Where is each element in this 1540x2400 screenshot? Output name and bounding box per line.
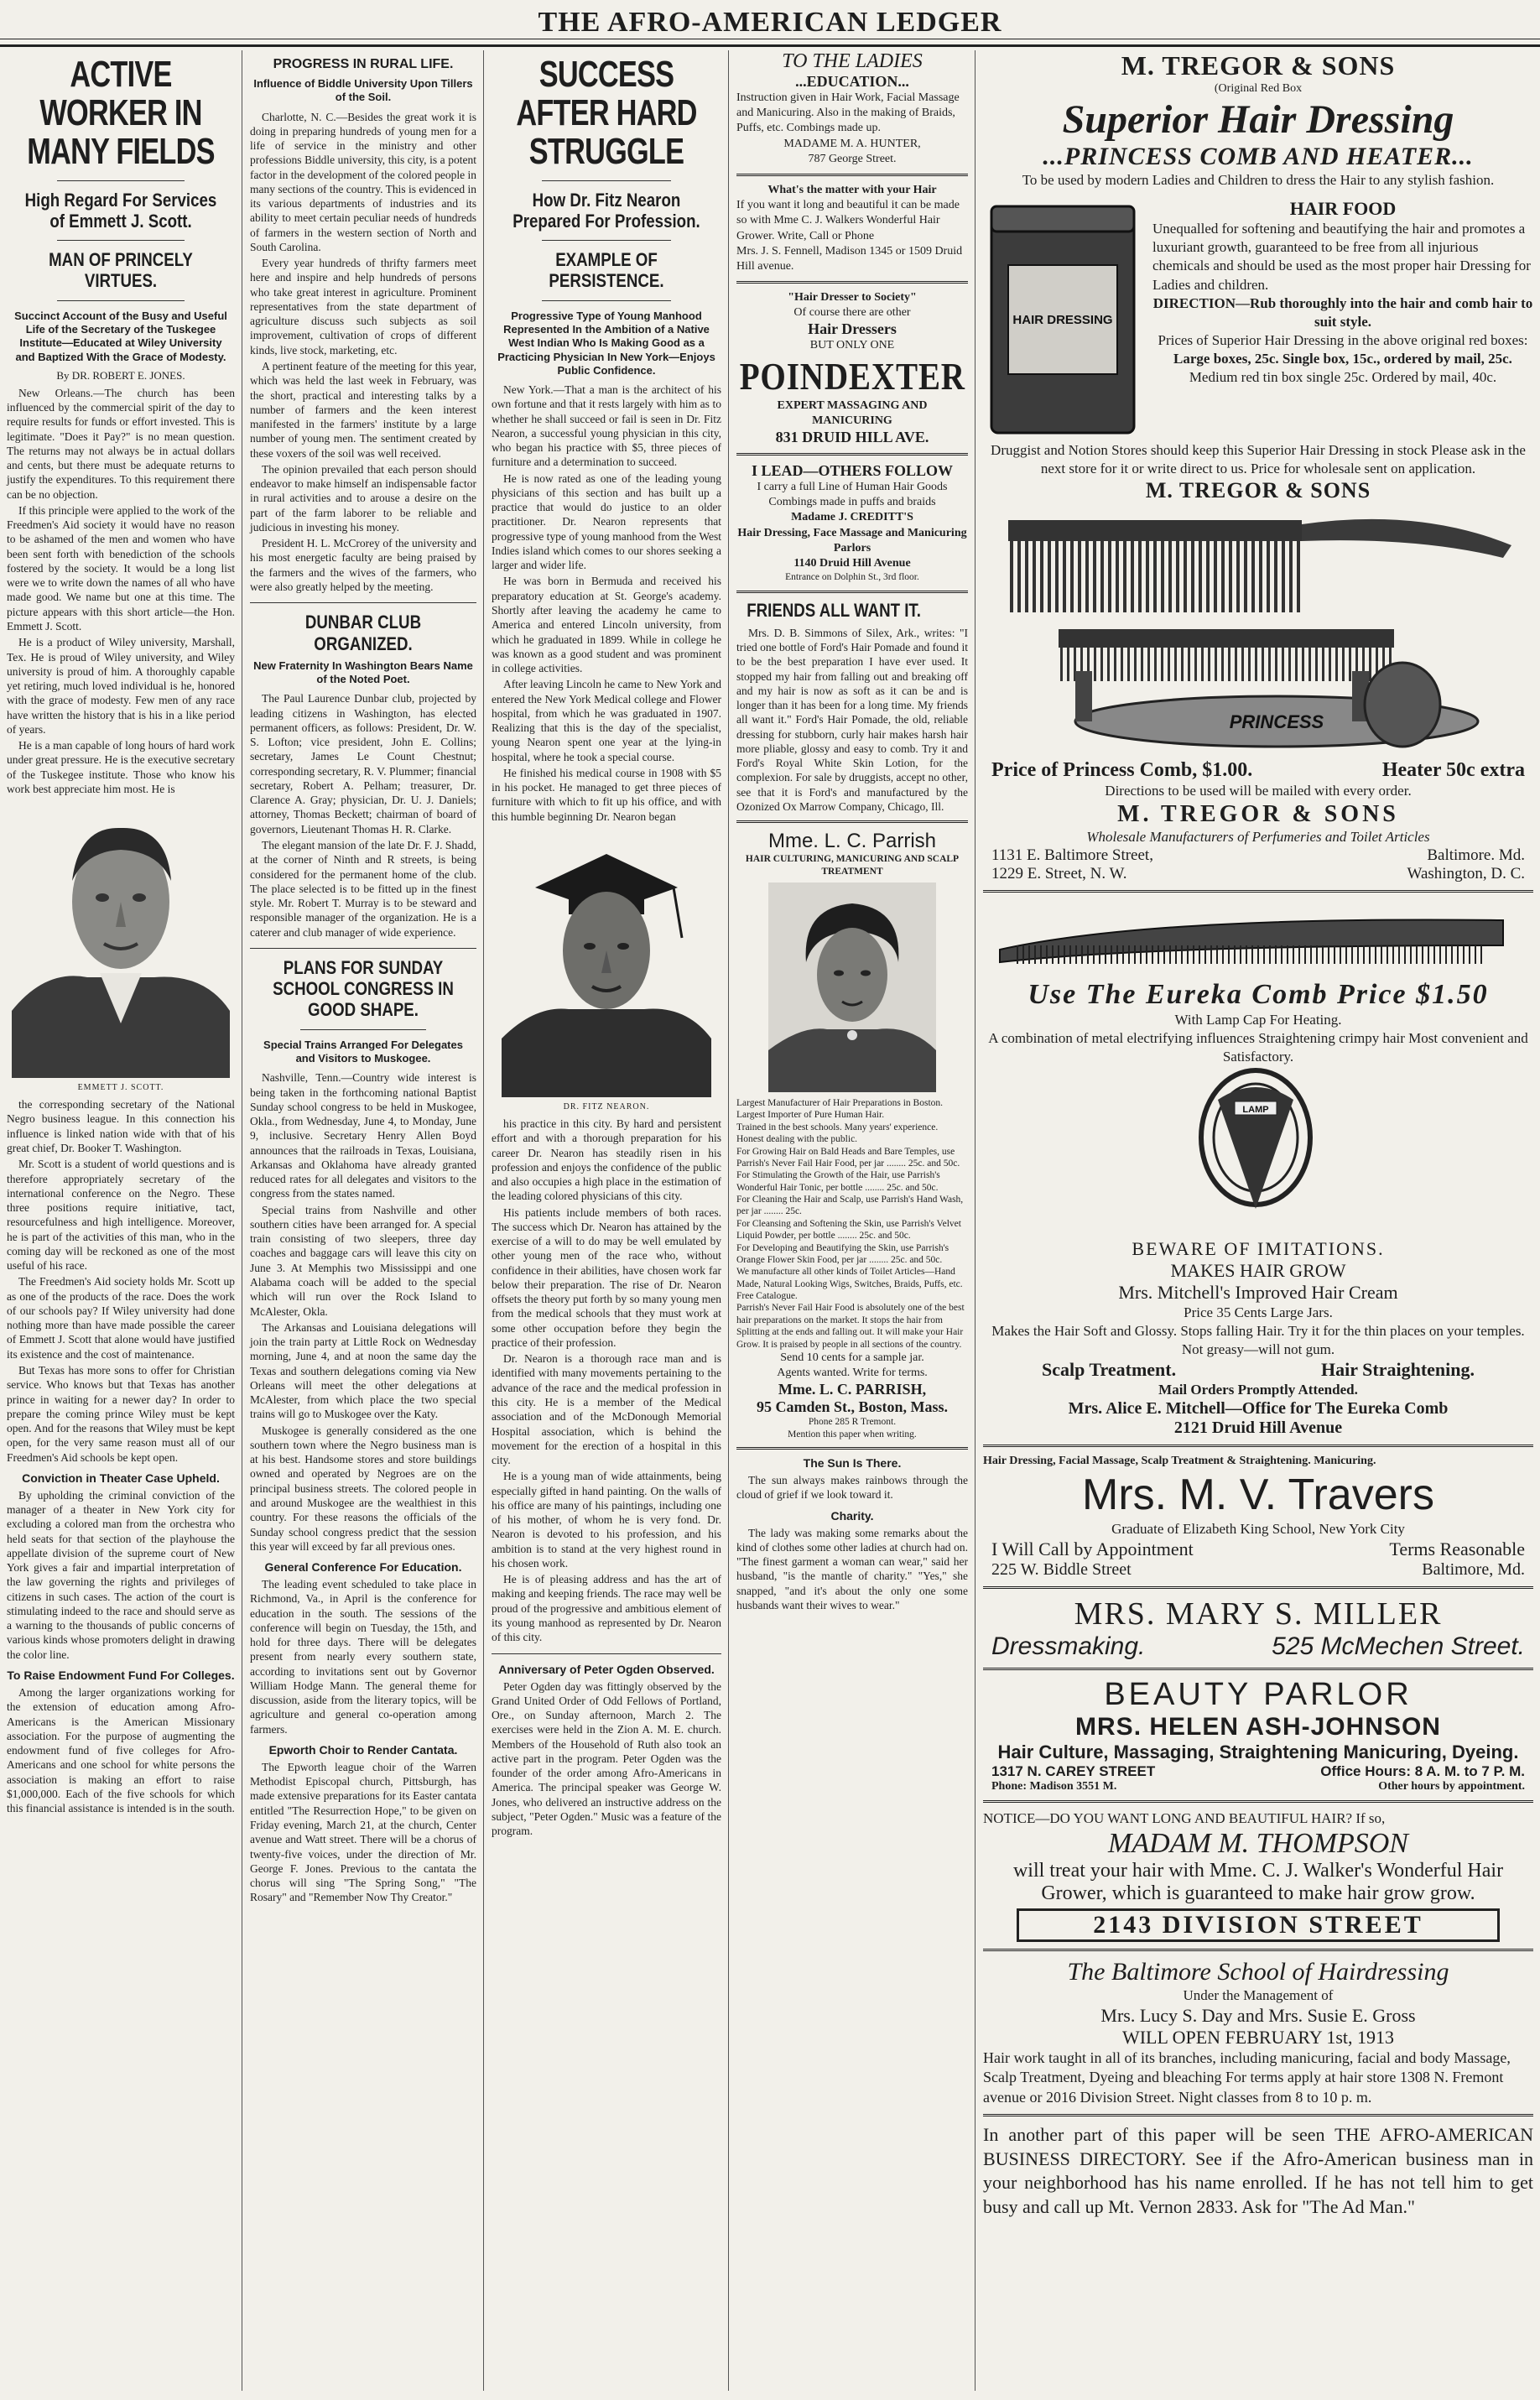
beware-imitations: BEWARE OF IMITATIONS. — [1132, 1237, 1385, 1259]
ad-parrish-sample: Send 10 cents for a sample jar. — [780, 1351, 924, 1364]
divider — [492, 1653, 721, 1654]
beauty-parlor: BEAUTY PARLOR — [1104, 1676, 1413, 1712]
ad-tregor-name: M. TREGOR & SONS — [1121, 50, 1396, 81]
ash-johnson-other-hours: Other hours by appointment. — [1378, 1779, 1525, 1793]
miller-name: MRS. MARY S. MILLER — [1074, 1596, 1443, 1632]
divider — [983, 1949, 1533, 1951]
ad-parrish-line: For Stimulating the Growth of the Hair, use Parrish's Wonderful Hair Tonic, per bottle ........ 25c. and 50c. — [736, 1170, 940, 1193]
paragraph: Mr. Scott is a student of world questions and is therefore appropriately secretary of the international conference on the Negro. These three positions require initiative, tact, resourcefulness and high intelligence. Moreover, he is part of the activities of this man, who in the coming day will be reckoned as one of the most useful of his race. — [7, 1158, 235, 1273]
ad-parrish-name: Mme. L. C. Parrish — [767, 830, 937, 853]
masthead — [0, 0, 1540, 47]
paragraph: New Orleans.—The church has been influenced by the commercial spirit of the day to require results for funds or effort invested. This is legitimate. "Does it Pay?" is no mean question. The returns may not always be in actual dollars and cents, but there must be adequate returns to justify the expenditures. To this requirement there can be no objection. — [7, 386, 235, 501]
ad-tregor-subtitle: ...PRINCESS COMB AND HEATER... — [1043, 143, 1474, 171]
tregor-address: 1229 E. Street, N. W. — [991, 864, 1127, 882]
paragraph: The Paul Laurence Dunbar club, projected by leading citizens in Washington, has elected permanent officers, as follows: President, Dr. W. S. Lofton; vice president, John E. Collins; secretary, James Le Count Chestnut; corresponding secretary, R. V. Plummer; financial secretary, Robert A. Pelham; treasurer, Dr. Clarence A. Gray; physician, Dr. U. J. Daniels; attorney, Thomas Beckett; chairman of board of governors, Lieutenant Thomas H. R. Clarke. — [250, 692, 476, 836]
business-directory-notice: In another part of this paper will be seen THE AFRO-AMERICAN BUSINESS DIRECTORY. See if the Afro-American business man in your neighborhood has his name enrolled. If he has not tell him to get busy and call up Mt. Vernon 2833. Ask for "The Ad Man." — [983, 2123, 1533, 2217]
ad-parrish-sub: HAIR CULTURING, MANICURING AND SCALP TREATMENT — [745, 854, 960, 877]
column-scott-article — [0, 50, 242, 2391]
divider — [983, 1445, 1533, 1447]
ad-parrish-line: Largest Manufacturer of Hair Preparations in Boston. — [736, 1098, 944, 1108]
ad-creditt-address: 1140 Druid Hill Avenue — [793, 556, 911, 570]
section-head: Conviction in Theater Case Upheld. — [22, 1471, 220, 1485]
deck: Succinct Account of the Busy and Useful Life of the Secretary of the Tuskegee Institute—Educated at Wiley University and Baptized With the Grace of Modesty. — [14, 309, 227, 363]
ad-poindexter-line: Hair Dressers — [808, 320, 897, 338]
ad-hair-food-price-line: Medium red tin box single 25c. Ordered by mail, 40c. — [1189, 369, 1497, 386]
paragraph: Dr. Nearon is a thorough race man and is identified with many movements pertaining to the advance of the race and the medical profession in this city. He is a member of the Medical association and of the McDonough Memorial Hospital association, which is behind the movement for the erection of a hospital in this city. — [492, 1352, 721, 1467]
travers-call: I Will Call by Appointment — [991, 1538, 1194, 1559]
ash-johnson-address: 1317 N. CAREY STREET — [991, 1762, 1156, 1779]
mitchell-address: 2121 Druid Hill Avenue — [1173, 1419, 1343, 1438]
paragraph: the corresponding secretary of the National Negro business league. In this connection his influence is linked nation wide with that of his great chief, Dr. Booker T. Washington. — [7, 1098, 235, 1154]
mitchell-mail: Mail Orders Promptly Attended. — [1158, 1382, 1358, 1398]
divider — [542, 240, 671, 241]
ad-creditt-name: Madame J. CREDITT'S — [791, 511, 913, 524]
divider — [250, 948, 476, 949]
mitchell-straight: Hair Straightening. — [1321, 1359, 1475, 1381]
paragraph: He was born in Bermuda and received his preparatory education at St. George's academy. Shortly after leaving the academy he came to America and entered Lincoln university, from which he graduated in 1899. While in college he was known as a good student and was prominent in college activities. — [492, 575, 721, 675]
paragraph: President H. L. McCrorey of the university and his most energetic faculty are being praised by the farmers and the wives of the farmers, who were also greatly helped by the meeting. — [250, 537, 476, 593]
paragraph: He is a young man of wide attainments, being especially gifted in hand painting. On the walls of his office are many of his paintings, including one of his mother, of whom he is very fond. Dr. Nearon is devoted to his profession, and his ambition is to stand at the very highest round in his chosen work. — [492, 1470, 721, 1570]
ad-friends-body: Mrs. D. B. Simmons of Silex, Ark., writes: "I tried one bottle of Ford's Hair Pomade and found it to be the best preparation I have ever used. It stopped my hair from falling out and breaking off and my hair is now as soft as it can be and is longer than it has been for a long time. My friends all want it." Ford's Hair Pomade, the old, reliable dressing for stubborn, curly hair makes harsh hair more pliable, glossy and easy to comb. Try it and Ford's Royal White Skin Lotion, for the complexion. For sale by druggists, accept no other, see that it is Ford's and manufactured by the Ozonized Ox Marrow Company, Chicago, Ill. — [736, 626, 968, 813]
deck: New Fraternity In Washington Bears Name of the Noted Poet. — [253, 659, 473, 686]
byline: By DR. ROBERT E. JONES. — [56, 368, 185, 382]
ad-tregor-line: To be used by modern Ladies and Children to dress the Hair to any stylish fashion. — [1022, 172, 1495, 189]
paragraph: He is a man capable of long hours of hard work under great pressure. He is the executive secretary of the Tuskegee institute. Those who know his work best appreciate him most. He is — [7, 739, 235, 795]
paragraph: By upholding the criminal conviction of the manager of a theater in New York city for excluding a colored man from the orchestra who held seats for that section of the playhouse the appellate division of the supreme court of New York gives a fair and impartial interpretation of the law governing the rights and privileges of citizens in such cases. The action of the court is stimulating indeed to the race and should serve as a warning to the thousands of public concerns of various kinds whose promoters delight in drawing the color line. — [7, 1488, 235, 1661]
paragraph: The sun always makes rainbows through the cloud of grief if we look toward it. — [736, 1474, 968, 1502]
paragraph: But Texas has more sons to offer for Christian service. Who knows but that Texas has another prince in waiting for a newer day? In order to prepare the coming prince Wiley must be kept open. And for the reasons that Wiley must be kept open, for the very same reason must all of our Freedmen's Aid schools be kept open. — [7, 1363, 235, 1464]
ad-hair-food-prices: Prices of Superior Hair Dressing in the above original red boxes: — [1158, 331, 1528, 348]
eureka-sub: With Lamp Cap For Heating. — [1174, 1011, 1342, 1028]
paragraph: Charlotte, N. C.—Besides the great work it is doing in preparing hundreds of young men for a life of service in the ministry and other professions Biddle university, this city, is a potent factor in the development of the colored people in many sections of the country. This is evidenced in its various departments of industries and its ability to meet certain peculiar needs of hundreds of farmers in the western section of North and South Carolina. — [250, 110, 476, 253]
tregor-address: 1131 E. Baltimore Street, — [991, 846, 1153, 864]
lamp-cap-image — [983, 1066, 1528, 1234]
photo-caption: DR. FITZ NEARON. — [563, 1101, 650, 1111]
ash-johnson-services: Hair Culture, Massaging, Straightening Manicuring, Dyeing. — [997, 1741, 1519, 1762]
paragraph: The Freedmen's Aid society holds Mr. Scott up as one of the products of the race. Does the work of our schools pay? If Wiley university had done nothing more than have made possible the career of Emmett J. Scott that alone would have justified its existence and the cost of maintenance. — [7, 1275, 235, 1361]
ad-poindexter-line: Of course there are other — [793, 306, 911, 320]
masthead-title: THE AFRO-AMERICAN LEDGER — [538, 7, 1002, 38]
paragraph: The lady was making some remarks about the kind of clothes some other ladies at church had on. "The finest garment a woman can wear," said her husband, "is the mantle of charity." "Yes," she snapped, "and it's about the only one some husbands want their wives to wear." — [736, 1526, 968, 1611]
heater-price: Heater 50c extra — [1381, 759, 1525, 782]
column-rule — [975, 50, 976, 2391]
section-head: General Conference For Education. — [264, 1560, 462, 1575]
thompson-address: 2143 DIVISION STREET — [1017, 1908, 1500, 1942]
subheadline: How Dr. Fitz Nearon Prepared For Profession. — [512, 189, 700, 232]
school-title: The Baltimore School of Hairdressing — [1067, 1957, 1449, 1986]
mitchell-body: Makes the Hair Soft and Glossy. Stops falling Hair. Try it for the thin places on your temples. Not greasy—will not gum. — [991, 1323, 1525, 1358]
divider — [736, 453, 968, 456]
ad-ladies-sub: ...EDUCATION... — [795, 73, 909, 90]
divider — [57, 300, 185, 301]
divider — [300, 1029, 426, 1030]
deck: Special Trains Arranged For Delegates and Visitors to Muskogee. — [263, 1038, 463, 1065]
deck: Progressive Type of Young Manhood Represented In the Ambition of a Native West Indian Who Is Making Good as a Practicing Physician In New York—Enjoys Public Confidence. — [497, 309, 715, 377]
travers-graduate: Graduate of Elizabeth King School, New York City — [1111, 1520, 1405, 1537]
photo-caption: EMMETT J. SCOTT. — [77, 1083, 164, 1093]
paragraph: The opinion prevailed that each person should endeavor to make himself an indispensable factor in rural activities and to arouse a desire on the part of the farm laborer to be reliable and judicious in investing his money. — [250, 462, 476, 534]
section-head: Anniversary of Peter Ogden Observed. — [498, 1662, 715, 1676]
hair-dressing-tin-image — [983, 198, 1142, 441]
paragraph: The leading event scheduled to take place in Richmond, Va., in April is the conference for education in the south. The sessions of the conference will begin on Tuesday, the 15th, and hold for three days. There will be delegates present from nearly every southern state, according to invitations sent out by Governor William Hodge Mann. The general theme for discussion, aside from the literary topics, will be agriculture and general co-operation among farmers. — [250, 1578, 476, 1736]
miller-dressmaking: Dressmaking. — [991, 1632, 1146, 1660]
paragraph: Nashville, Tenn.—Country wide interest is being taken in the forthcoming national Baptist Sunday school congress to be held in Muskogee, Okla., from Wednesday, June 4, to Monday, June 9, inclusive. Secretary Henry Allen Boyd announces that the railroads in Texas, Louisiana, Arkansas and Oklahoma have already granted reduced rates for all delegates and visitors to the congress from the states named. — [250, 1071, 476, 1200]
ad-hair-food-body: Unequalled for softening and beautifying the hair and promotes a luxuriant growth, guaranteed to be free from all injurious chemicals and should be used as the most proper hair Dressing for Ladies and children. — [1152, 221, 1531, 293]
ad-parrish-line: Largest Importer of Pure Human Hair. — [736, 1110, 885, 1121]
section-head: The Sun Is There. — [803, 1456, 902, 1470]
divider — [57, 180, 185, 181]
divider — [983, 1668, 1533, 1670]
column-rule — [483, 50, 484, 2391]
ad-parrish-agents: Agents wanted. Write for terms. — [777, 1367, 928, 1380]
travers-address: 225 W. Biddle Street — [991, 1559, 1132, 1579]
ad-poindexter-service: EXPERT MASSAGING AND MANICURING — [777, 398, 928, 427]
headline: DUNBAR CLUB ORGANIZED. — [304, 612, 422, 654]
ad-tregor-wholesale: Wholesale Manufacturers of Perfumeries and Toilet Articles — [1086, 828, 1430, 845]
princess-comb-price: Price of Princess Comb, $1.00. — [991, 759, 1253, 782]
paragraph: A pertinent feature of the meeting for this year, which was held the last week in February, was the short, practical and interesting talks by a number of farmers and the keen interest manifested in the farmers' institute by a large number of young men. The sentiment created by these voxers of the soil was well received. — [250, 360, 476, 460]
ad-friends-title: FRIENDS ALL WANT IT. — [747, 599, 921, 621]
paragraph: He is now rated as one of the leading young physicians of this section and has built up a practice that would do justice to an older practitioner. Dr. Nearon represents that progressive type of young manhood from the West Indies island which comes to our shores seeking a larger and wider life. — [492, 471, 721, 572]
ad-poindexter-address: 831 DRUID HILL AVE. — [775, 429, 929, 445]
subheadline: EXAMPLE OF PERSISTENCE. — [549, 249, 664, 292]
ad-parrish-line: For Developing and Beautifying the Skin, use Parrish's Orange Flower Skin Food, per jar ........ 25c. and 50c. — [736, 1242, 949, 1265]
ad-ladies-name: MADAME M. A. HUNTER, — [783, 137, 921, 150]
column-news — [243, 50, 483, 2391]
divider — [542, 300, 671, 301]
travers-name: Mrs. M. V. Travers — [1082, 1470, 1434, 1519]
paragraph: His patients include members of both races. The success which Dr. Nearon has attained by the exercise of a will to do may be well emulated by other young men of the race who, without confidence in their abilities, have chosen work far below their preparation. The rise of Dr. Nearon offsets the theory put forth by so many young men from the medical schools that they must work at some other occupation before they begin the practice of their profession. — [492, 1205, 721, 1349]
ad-ladies-address: 787 George Street. — [808, 152, 897, 165]
makes-hair-grow: MAKES HAIR GROW — [1170, 1259, 1346, 1281]
thompson-name: MADAM M. THOMPSON — [1108, 1827, 1408, 1859]
travers-terms: Terms Reasonable — [1389, 1538, 1525, 1559]
tregor-city: Washington, D. C. — [1407, 864, 1525, 882]
ad-poindexter-line: BUT ONLY ONE — [809, 339, 895, 352]
portrait-emmett-scott — [12, 801, 230, 1078]
headline: ACTIVE WORKER IN MANY FIELDS — [27, 54, 215, 173]
ad-creditt-body: I carry a full Line of Human Hair Goods Combings made in puffs and braids — [757, 481, 948, 509]
mitchell-price: Price 35 Cents Large Jars. — [1184, 1304, 1333, 1320]
deck: Influence of Biddle University Upon Tillers of the Soil. — [253, 77, 473, 104]
ad-tregor-sub: (Original Red Box — [1214, 82, 1303, 95]
ad-tregor-note: Druggist and Notion Stores should keep this Superior Hair Dressing in stock Please ask in the next store for it or write direct to us. Price for wholesale sent on application. — [991, 442, 1526, 477]
headline: PLANS FOR SUNDAY SCHOOL CONGRESS IN GOOD SHAPE. — [273, 956, 454, 1021]
ad-parrish-line: For Cleaning the Hair and Scalp, use Parrish's Hand Wash, per jar ........ 25c. — [736, 1195, 964, 1217]
ad-creditt-entrance: Entrance on Dolphin St., 3rd floor. — [785, 572, 919, 583]
paragraph: Muskogee is generally considered as the one southern town where the Negro business man is at his best. Handsome stores and store buildings owned and operated by Negroes are on the principal business streets. The colored people in and around Muskogee are the wealthiest in this country. For these reasons the officials of the Sunday school congress predict that the session this year will exceed by far all previous ones. — [250, 1424, 476, 1553]
ad-tregor-name: M. TREGOR & SONS — [1145, 478, 1371, 503]
ash-johnson-hours: Office Hours: 8 A. M. to 7 P. M. — [1320, 1762, 1525, 1779]
ad-tregor-title: Superior Hair Dressing — [1062, 97, 1454, 143]
portrait-parrish — [768, 882, 936, 1092]
ad-hair-title: What's the matter with your Hair — [767, 183, 937, 196]
ad-parrish-line: For Growing Hair on Bald Heads and Bare Temples, use Parrish's Never Fail Hair Food, per jar ........ 25c. and 50c. — [736, 1146, 960, 1169]
eureka-body: A combination of metal electrifying influences Straightening crimpy hair Most convenient and Satisfactory. — [988, 1029, 1528, 1065]
eureka-comb-image — [983, 899, 1528, 975]
paragraph: The Epworth league choir of the Warren Methodist Episcopal church, Pittsburgh, has made extensive preparations for its Easter cantata entitled "The Resurrection Hope," to be given on Friday evening, March 21, at the church, Center avenue and Watt street. There will be a chorus of twenty-five voices, under the direction of Mr. George F. Jones. Previous to the cantata the chorus will sing "The Spring Song," "The Rosary" and "Remember Now Thy Creator." — [250, 1760, 476, 1904]
paragraph: He is of pleasing address and has the art of making and keeping friends. The race may well be proud of the progressive and ambitious element of its young manhood as represented by Dr. Nearon of this city. — [492, 1573, 721, 1644]
paragraph: The Arkansas and Louisiana delegations will join the train party at Little Rock on Wednesday morning, June 4, and at noon the same day the Texas and southern delegations coming via New Orleans will meet the other delegations at McAlester, from which place the two special trains will go to Muskogee over the Katy. — [250, 1320, 476, 1421]
paragraph: Peter Ogden day was fittingly observed by the Grand United Order of Odd Fellows of Portland, Ore., on Sunday afternoon, March 2. The exercises were held in the Zion A. M. E. church. Members of the Household of Ruth also took an active part in the program. Peter Ogden was the founder of the order among Afro-Americans in America. The principal speaker was George W. Jones, who delivered an instructive address on the subject, "Peter Ogden." Music was a feature of the program. — [492, 1679, 721, 1838]
subheadline: High Regard For Services of Emmett J. Scott. — [24, 189, 217, 232]
ad-hair-food-direction: DIRECTION—Rub thoroughly into the hair and comb hair to suit style. — [1152, 294, 1533, 330]
ad-ladies-body: Instruction given in Hair Work, Facial Massage and Manicuring. Also in the making of Braids, Puffs, etc. Combings made up. — [736, 91, 960, 135]
column-ads-left — [730, 50, 975, 2391]
ad-hair-contact: Mrs. J. S. Fennell, Madison 1345 or 1509 Druid Hill avenue. — [736, 244, 963, 273]
divider — [983, 1800, 1533, 1803]
paragraph: Every year hundreds of thrifty farmers meet here and inspire and help hundreds of persons who take great interest in agriculture. Prominent representatives from the state department of agriculture discuss such subjects as soil improvement, cultivation of crops of different kinds, live stock, marketing, etc. — [250, 257, 476, 357]
ad-parrish-mention: Mention this paper when writing. — [788, 1429, 917, 1439]
thompson-body: will treat your hair with Mme. C. J. Walker's Wonderful Hair Grower, which is guaranteed to make hair grow grow. — [1012, 1859, 1504, 1904]
directions-mailed: Directions to be used will be mailed with every order. — [1105, 783, 1412, 799]
school-body: Hair work taught in all of its branches, including manicuring, facial and body Massage, Scalp Treatment, Dyeing and bleaching For terms apply at hair store 1308 N. Fremont avenue or 2016 Division Street. Night classes from 8 to 10 p. m. — [983, 2049, 1511, 2106]
column-nearon-article — [485, 50, 728, 2391]
ad-parrish-line: Honest dealing with the public. — [736, 1134, 858, 1145]
paragraph: He is a product of Wiley university, Marshall, Tex. He is proud of Wiley university, and Wiley university is proud of him. A thoroughly capable yet retiring, much loved individual is he, honored with the grace of modesty. Few men of any race have written the history that is his in a like period of years. — [7, 636, 235, 736]
paragraph: Special trains from Nashville and other southern cities have been arranged for. A special train consisting of two sleepers, three day coaches and baggage cars will leave this city on June 3. At Memphis two Mississippi and one Alabama coach will be added to the special which will run over the Rock Island to McAlester, Okla. — [250, 1203, 476, 1318]
divider — [736, 281, 968, 284]
tin-label: HAIR DRESSING — [1012, 313, 1113, 328]
paragraph: his practice in this city. By hard and persistent effort and with a thorough preparation for his career Dr. Nearon has steadily risen in his profession and enjoys the confidence of the public and also occupies a high place in the estimation of the leading colored physicians of this city. — [492, 1117, 721, 1203]
ad-parrish-line: For Cleansing and Softening the Skin, use Parrish's Velvet Liquid Powder, per bottle ........ 25c. and 50c. — [736, 1218, 961, 1242]
ad-ladies-title: TO THE LADIES — [782, 50, 923, 72]
ash-johnson-name: MRS. HELEN ASH-JOHNSON — [1075, 1712, 1441, 1741]
mitchell-scalp: Scalp Treatment. — [1042, 1359, 1177, 1381]
paragraph: The elegant mansion of the late Dr. F. J. Shadd, at the corner of Ninth and R streets, is being considered for the permanent home of the club. The place selected is to be fitted up in the finest style. Mr. Robert T. Murray is to be steward and responsible manager of the organization. He is a caterer and club manager of wide experience. — [250, 839, 476, 939]
headline: SUCCESS AFTER HARD STRUGGLE — [516, 54, 697, 173]
school-management: Under the Management of — [1183, 1986, 1334, 2003]
divider — [736, 1447, 968, 1450]
eureka-comb-price: Use The Eureka Comb Price $1.50 — [1028, 978, 1489, 1010]
section-head: Epworth Choir to Render Cantata. — [268, 1742, 458, 1757]
paragraph: If this principle were applied to the work of the Freedmen's Aid society it would have no reason to be ashamed of the men and women who have been sent forth with benediction of the schools fostered by the society. It would be a long list were we to write down the names of all who have made good. We name but one at this time. The picture appears with this short article—the Hon. Emmett J. Scott. — [7, 503, 235, 633]
divider — [736, 174, 968, 176]
ad-tregor-name: M. TREGOR & SONS — [1117, 800, 1399, 827]
ad-parrish-line: Trained in the best schools. Many years' experience. — [736, 1122, 939, 1132]
travers-top: Hair Dressing, Facial Massage, Scalp Treatment & Straightening. Manicuring. — [983, 1455, 1376, 1468]
school-opening: WILL OPEN FEBRUARY 1st, 1913 — [1121, 2026, 1395, 2048]
ad-poindexter-quote: "Hair Dresser to Society" — [788, 291, 917, 305]
column-ads-right — [976, 50, 1540, 2391]
divider — [983, 1586, 1533, 1589]
paragraph: After leaving Lincoln he came to New York and entered the New York Medical college and Flower hospital, from which he was graduated in 1907. Realizing that this is the day of the specialist, young Nearon spent one year at the lying-in hospital, where he took a special course. — [492, 678, 721, 763]
ad-hair-food-title: HAIR FOOD — [1289, 198, 1397, 220]
mitchell-product: Mrs. Mitchell's Improved Hair Cream — [1118, 1281, 1398, 1303]
headline: PROGRESS IN RURAL LIFE. — [273, 57, 454, 71]
thompson-notice: NOTICE—DO YOU WANT LONG AND BEAUTIFUL HAIR? If so, — [983, 1809, 1386, 1826]
ad-parrish-line: Parrish's Never Fail Hair Food is absolutely one of the best hair preparations on the market. It stops the hair from Splitting at the ends and falling out. It will make your Hair Grow. It is praised by people in all sections of the country. — [736, 1303, 965, 1350]
column-rule — [728, 50, 729, 2391]
divider — [57, 240, 185, 241]
ad-creditt-title: I LEAD—OTHERS FOLLOW — [751, 462, 954, 479]
ad-hair-food-price-line: Large boxes, 25c. Single box, 15c., ordered by mail, 25c. — [1173, 350, 1512, 367]
mitchell-office: Mrs. Alice E. Mitchell—Office for The Eureka Comb — [1068, 1399, 1449, 1419]
princess-comb-image — [983, 503, 1528, 755]
lamp-label: LAMP — [1242, 1104, 1269, 1115]
paragraph: He finished his medical course in 1908 with $5 in his pocket. He managed to get three pieces of furniture with which to fit up his office, and with this humble beginning Dr. Nearon began — [492, 766, 721, 823]
divider — [983, 890, 1533, 893]
divider — [250, 602, 476, 603]
ash-johnson-phone: Phone: Madison 3551 M. — [991, 1779, 1117, 1793]
ad-parrish-line: We manufacture all other kinds of Toilet Articles—Hand Made, Natural Looking Wigs, Switches, Braids, Puffs, etc. Free Catalogue. — [736, 1267, 963, 1301]
divider — [736, 591, 968, 593]
divider — [542, 180, 671, 181]
travers-city: Baltimore, Md. — [1422, 1559, 1525, 1579]
miller-address: 525 McMechen Street. — [1272, 1632, 1525, 1660]
ad-hair-body: If you want it long and beautiful it can be made so with Mme C. J. Walkers Wonderful Hair Grower. Write, Call or Phone — [736, 199, 960, 242]
portrait-fitz-nearon — [502, 829, 711, 1097]
ad-poindexter-name: POINDEXTER — [739, 354, 965, 398]
ad-parrish-address: 95 Camden St., Boston, Mass. — [756, 1398, 949, 1416]
subheadline: MAN OF PRINCELY VIRTUES. — [49, 249, 193, 292]
divider — [983, 2114, 1533, 2116]
divider — [736, 820, 968, 823]
ad-parrish-name2: Mme. L. C. PARRISH, — [778, 1381, 927, 1398]
ad-parrish-phone: Phone 285 R Tremont. — [808, 1417, 897, 1428]
school-names: Mrs. Lucy S. Day and Mrs. Susie E. Gross — [1100, 2004, 1416, 2026]
ad-creditt-service: Hair Dressing, Face Massage and Manicuring Parlors — [737, 526, 967, 554]
paragraph: New York.—That a man is the architect of his own fortune and that it rests largely with him as to whether he shall succeed or fail is seen in Dr. Fitz Nearon, a successful young physician in this city, who began his practice with $5, three pieces of furniture and a determination to succeed. — [492, 383, 721, 469]
paragraph: Among the larger organizations working for the extension of education among Afro-Americans is the American Missionary association. For the purpose of augmenting the endowment fund of five colleges for Afro-Americans and one school for white persons the association is making an effort to raise $1,000,000. Each of the five schools for which this financial assistance is intended is in the south. — [7, 1686, 235, 1815]
princess-label: PRINCESS — [1229, 711, 1324, 733]
section-head: Charity. — [830, 1508, 874, 1523]
section-head: To Raise Endowment Fund For Colleges. — [7, 1669, 235, 1683]
tregor-city: Baltimore. Md. — [1427, 846, 1525, 864]
